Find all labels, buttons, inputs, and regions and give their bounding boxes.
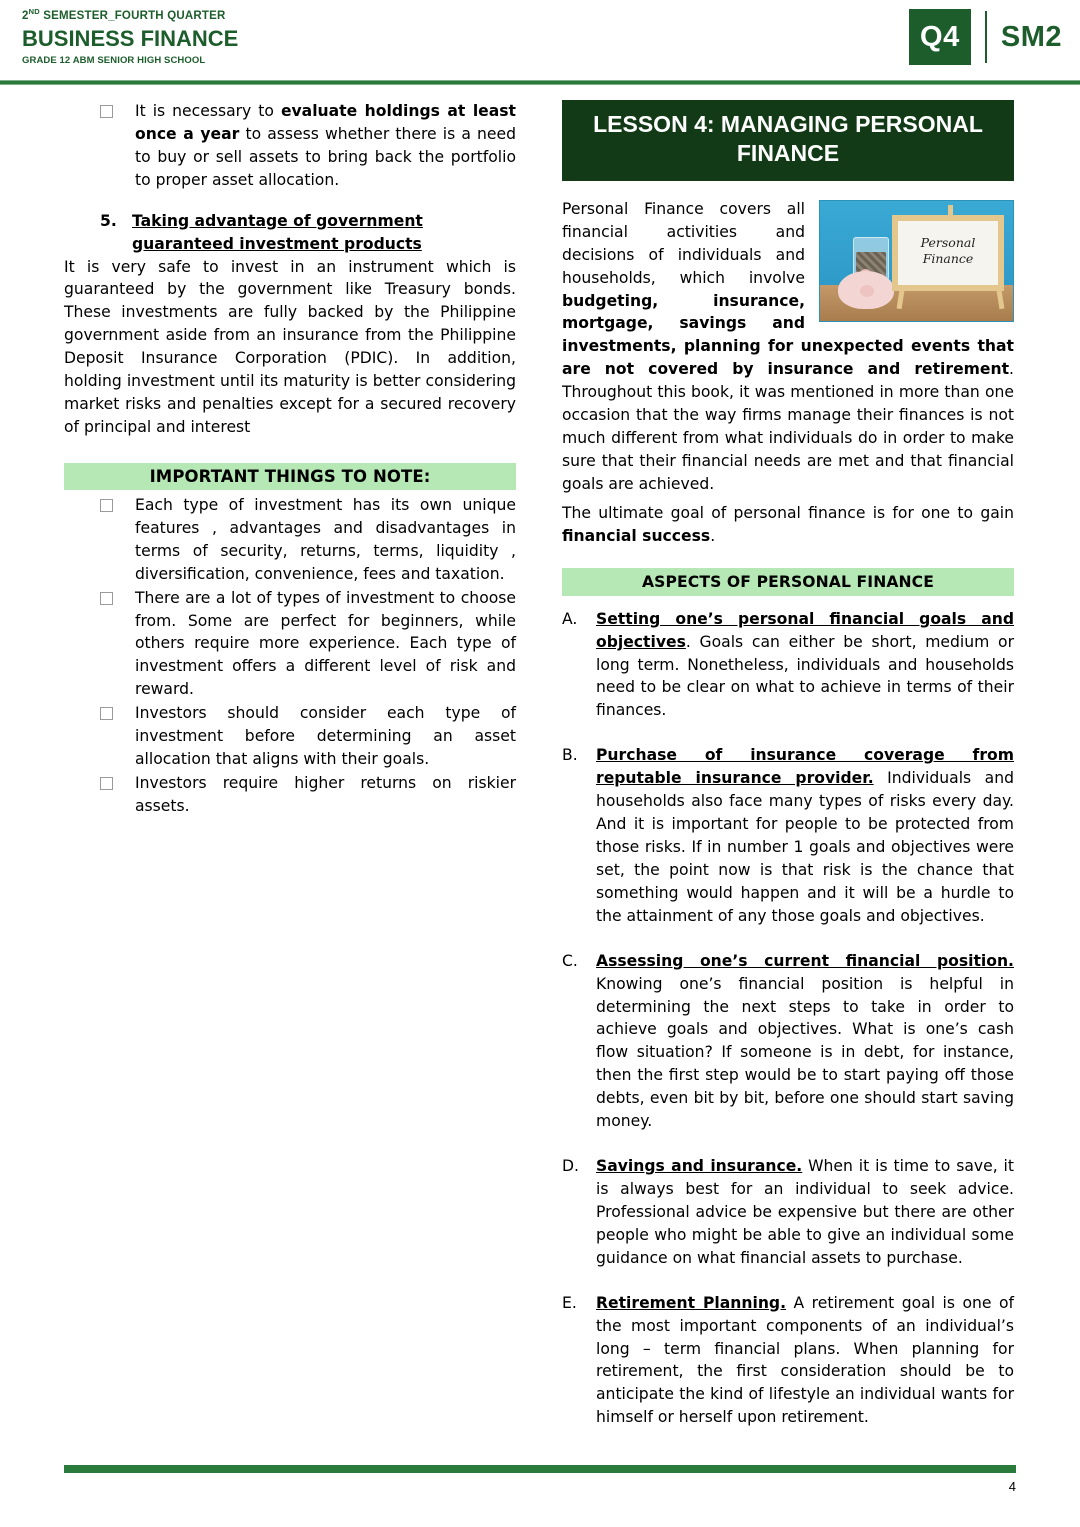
list-item [562, 950, 1014, 1133]
right-column [562, 100, 1014, 1451]
aspects-list [562, 608, 1014, 1430]
whiteboard-caption [898, 235, 998, 266]
goal-bold-phrase: financial success [562, 526, 711, 545]
section-title-line1: Taking advantage of government [132, 211, 423, 230]
page-number: 4 [1008, 1479, 1016, 1494]
item-body [596, 1155, 1014, 1270]
intro-bold-phrase: budgeting, insurance, mortgage, savings and investments, planning for unexpected events that are not covered by insurance and retirement [562, 291, 1014, 379]
grade-level-label: GRADE 12 ABM SENIOR HIGH SCHOOL [22, 54, 206, 66]
bullet-text: Each type of investment has its own unique features , advantages and disadvantages in terms of security, returns, terms, liquidity , diversification, convenience, fees and taxation. [135, 495, 516, 583]
header-branding [22, 8, 238, 66]
header-badges [909, 6, 1062, 68]
item-text: Individuals and households also face many types of risks every day. And it is important for people to be protected from those risks. If in number 1 goals and objectives were set, the point now is that risk is the chance that something would happen and it will be a hurdle to the attainment of any those goals and objectives. [596, 769, 1014, 925]
left-column [64, 100, 516, 1451]
list-item [562, 608, 1014, 723]
item-text: When it is time to save, it is always best for an individual to seek advice. Professional advice be expensive but there are other people who might be able to give an individual some guidance on what financial assets to purchase. [596, 1157, 1015, 1267]
lesson-title-line2: FINANCE [736, 140, 840, 167]
goal-text-part2: . [710, 526, 716, 545]
item-text: A retirement goal is one of the most important components of an individual’s long – term financial plans. When planning for retirement, the first consideration should be to anticipate the kind of lifestyle an individual wants for himself or herself upon retirement. [596, 1293, 1014, 1427]
subject-title: BUSINESS FINANCE [22, 26, 239, 52]
header-divider-rule [0, 80, 1080, 85]
lesson-title-line1: LESSON 4: MANAGING PERSONAL [593, 111, 983, 137]
intro-section [562, 198, 1014, 502]
list-item [64, 494, 516, 586]
item-heading: Setting one’s personal financial goals and objectives [596, 609, 1014, 651]
item-text: Knowing one’s financial position is helpful in determining the next steps to take in order to achieve goals and objectives. What is one’s cash flow situation? If someone is in debt, for instance, then the first step would be to start paying off those debts, even bit by bit, before one should start saving money. [596, 974, 1014, 1131]
item-text: . Goals can either be short, medium or long term. Nonetheless, individuals and households need to be clear on what to achieve in terms of their finances. [596, 632, 1014, 720]
item-heading: Savings and insurance. [596, 1157, 803, 1176]
item-heading: Retirement Planning. [596, 1293, 787, 1312]
item-marker: E. [562, 1293, 577, 1312]
list-item [64, 702, 516, 771]
inline-bold: evaluate holdings at least once a year [135, 102, 516, 143]
item-body [596, 608, 1014, 723]
section-number: 5. [100, 211, 117, 230]
square-bullet-icon [100, 777, 113, 790]
piggy-bank-snout [860, 285, 874, 297]
intro-text-part2: . Throughout this book, it was mentioned in more than one occasion that the way firms manage their finances is not much different from what individuals do in order to make sure that their financial needs are met and that financial goals are achieved. [562, 360, 1014, 493]
page-content [0, 100, 1080, 1451]
aspects-banner: ASPECTS OF PERSONAL FINANCE [562, 568, 1014, 596]
item-body [596, 1292, 1014, 1430]
list-item [64, 100, 516, 192]
item-body [596, 950, 1014, 1133]
section-5-heading [64, 210, 516, 256]
goal-text-part1: The ultimate goal of personal finance is for one to gain [562, 503, 1014, 522]
item-heading: Purchase of insurance coverage from reputable insurance provider. [596, 746, 1014, 788]
page-footer [0, 1437, 1080, 1527]
top-bullet-list [64, 100, 516, 192]
semester-ordinal-suffix: ND [28, 7, 40, 16]
whiteboard-caption-line1: Personal [920, 234, 976, 250]
personal-finance-photo [819, 200, 1014, 322]
section-title-line2: guaranteed investment products [132, 234, 422, 253]
lesson-title-banner [562, 100, 1014, 181]
semester-label: 2ND SEMESTER_FOURTH QUARTER [22, 7, 226, 22]
whiteboard-caption-line2: Finance [922, 250, 974, 266]
bullet-text: There are a lot of types of investment to choose from. Some are perfect for beginners, while others require more experience. Each type of investment offers a different level of risk and reward. [135, 588, 516, 699]
badge-divider [985, 11, 987, 63]
bullet-text: Investors require higher returns on riskier assets. [135, 773, 516, 815]
item-marker: D. [562, 1157, 579, 1176]
important-notes-list [64, 494, 516, 818]
ultimate-goal-paragraph [562, 502, 1014, 548]
list-item [562, 1155, 1014, 1270]
section-5-body: It is very safe to invest in an instrument which is guaranteed by the government like Treasury bonds. These investments are fully backed by the Philippine government aside from an insurance from the Philippine Deposit Insurance Corporation (PDIC). In addition, holding investment until its maturity is better considering market risks and penalties except for a secured recovery of principal and interest [64, 257, 516, 436]
list-item [64, 772, 516, 818]
quarter-badge: Q4 [909, 9, 971, 65]
square-bullet-icon [100, 499, 113, 512]
list-item [64, 587, 516, 702]
item-body [596, 744, 1014, 927]
square-bullet-icon [100, 592, 113, 605]
whiteboard-icon [892, 215, 1004, 291]
footer-divider-rule [64, 1465, 1016, 1473]
bullet-text: It is necessary to evaluate holdings at least once a year to assess whether there is a need to buy or sell assets to bring back the portfolio to proper asset allocation. [135, 102, 517, 189]
square-bullet-icon [100, 707, 113, 720]
item-marker: C. [562, 951, 578, 970]
item-marker: A. [562, 609, 578, 628]
section-title [132, 210, 516, 256]
square-bullet-icon [100, 105, 113, 118]
page-header [0, 0, 1080, 78]
semester-badge: SM2 [1000, 20, 1062, 53]
list-item [562, 1292, 1014, 1430]
item-heading: Assessing one’s current financial position. [596, 951, 1014, 970]
bullet-text: Investors should consider each type of investment before determining an asset allocation that aligns with their goals. [135, 704, 516, 769]
list-item [562, 744, 1014, 927]
intro-text-part1: Personal Finance covers all financial activities and decisions of individuals and households, which involve [562, 199, 805, 287]
item-marker: B. [562, 746, 578, 765]
important-notes-banner: IMPORTANT THINGS TO NOTE: [64, 463, 516, 490]
